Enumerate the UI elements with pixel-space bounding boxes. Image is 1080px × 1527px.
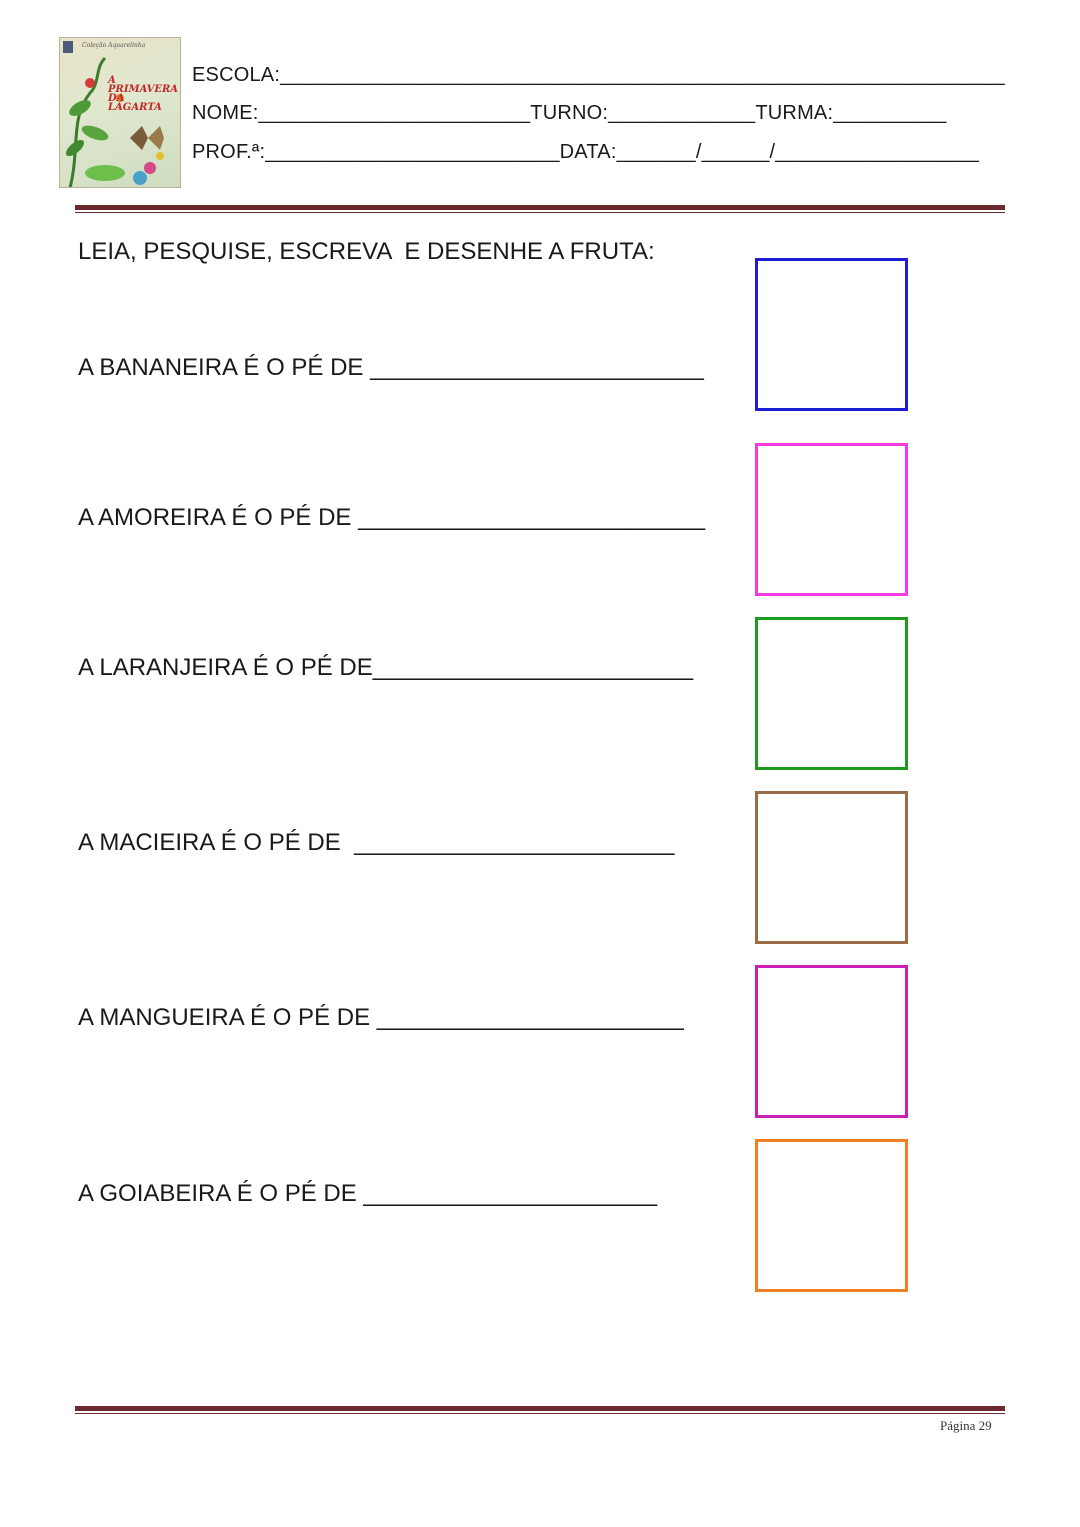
drawing-box-bananeira[interactable]	[755, 258, 908, 411]
drawing-box-goiabeira[interactable]	[755, 1139, 908, 1292]
drawing-box-mangueira[interactable]	[755, 965, 908, 1118]
drawing-box-macieira[interactable]	[755, 791, 908, 944]
footer-divider	[75, 1406, 1005, 1414]
question-laranjeira[interactable]: A LARANJEIRA É O PÉ DE________________________	[78, 654, 694, 681]
book-cover-image	[59, 37, 181, 188]
drawing-box-amoreira[interactable]	[755, 443, 908, 596]
question-mangueira[interactable]: A MANGUEIRA É O PÉ DE _______________________	[78, 1004, 684, 1031]
escola-field[interactable]: ESCOLA:________________________________________________________________	[192, 64, 1005, 86]
nome-turno-turma-fields[interactable]: NOME:________________________TURNO:_____________TURMA:__________	[192, 102, 947, 124]
question-bananeira[interactable]: A BANANEIRA É O PÉ DE _________________________	[78, 354, 704, 381]
page-number: Página 29	[940, 1418, 992, 1433]
cover-title: A PRIMAVERA DA LAGARTA	[108, 75, 179, 113]
question-macieira[interactable]: A MACIEIRA É O PÉ DE ________________________	[78, 829, 675, 856]
drawing-box-laranjeira[interactable]	[755, 617, 908, 770]
cover-series-label: Coleção Aquarelinha	[82, 42, 146, 49]
question-goiabeira[interactable]: A GOIABEIRA É O PÉ DE ______________________	[78, 1180, 658, 1207]
question-amoreira[interactable]: A AMOREIRA É O PÉ DE __________________________	[78, 504, 706, 531]
header-divider	[75, 205, 1005, 213]
instruction-heading: LEIA, PESQUISE, ESCREVA E DESENHE A FRUTA:	[78, 238, 655, 265]
prof-data-fields[interactable]: PROF.ª:__________________________DATA:_______/______/__________________	[192, 141, 980, 163]
